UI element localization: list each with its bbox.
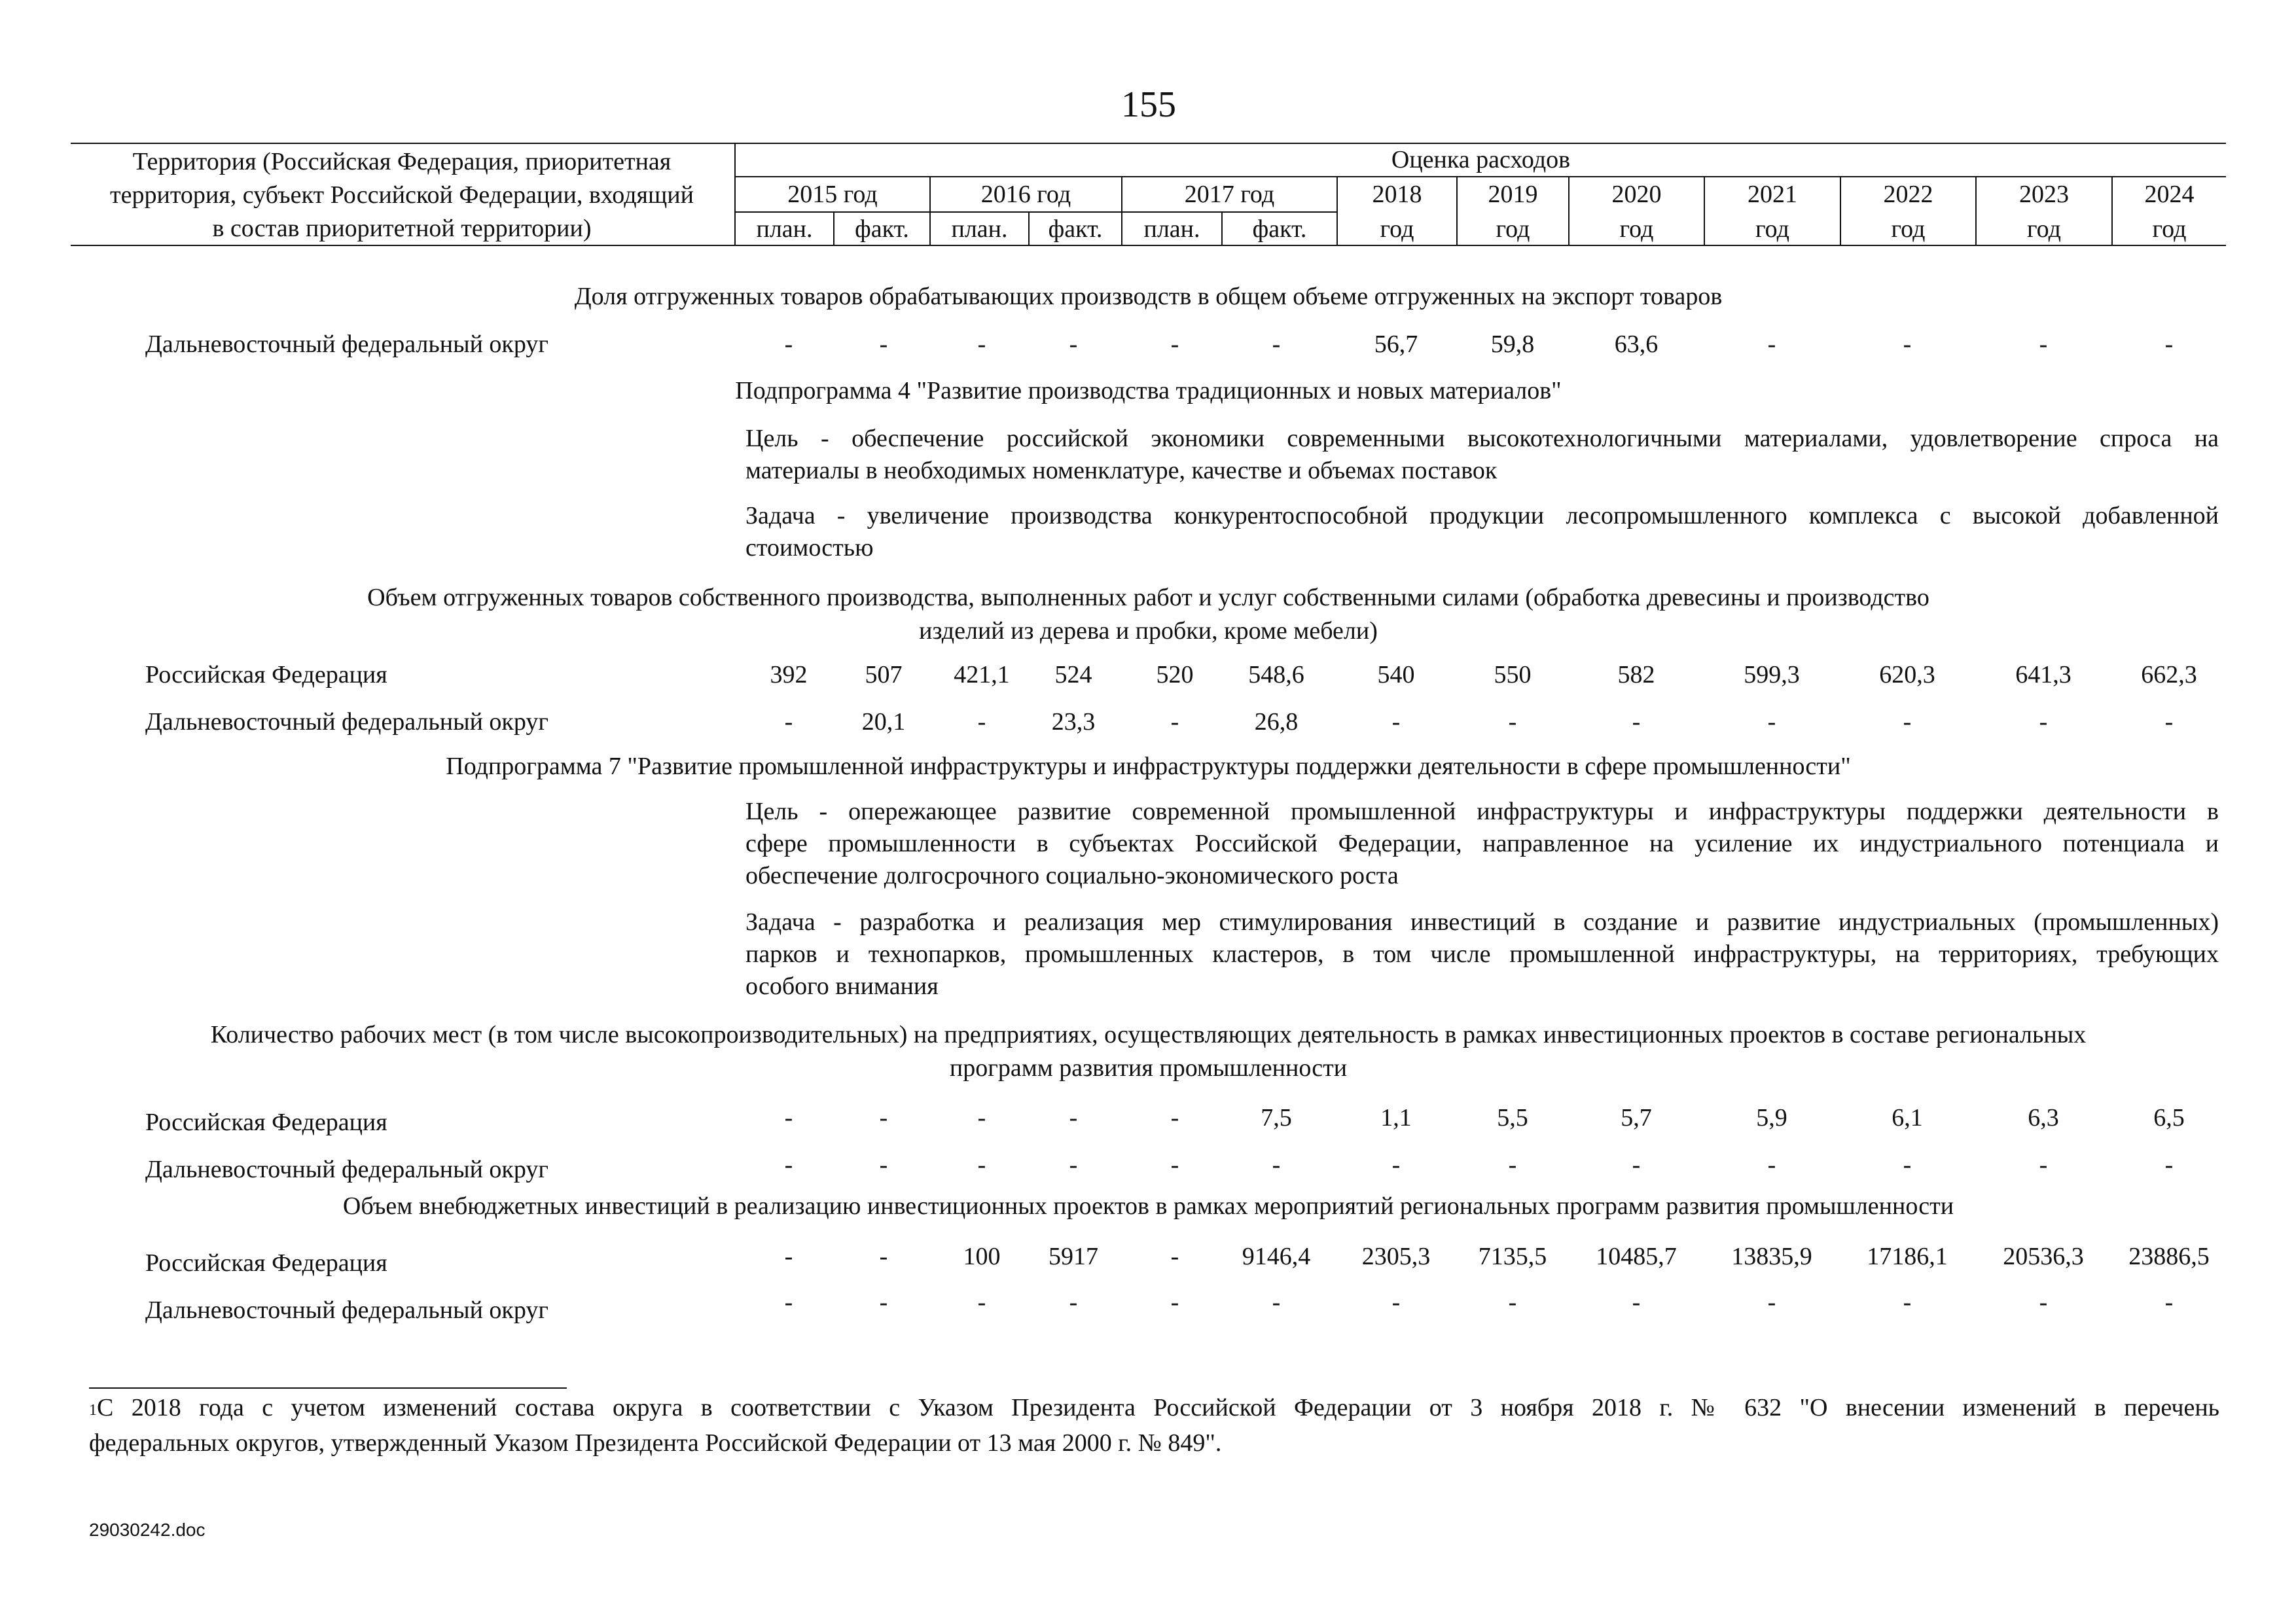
value-cell: -: [977, 1104, 986, 1132]
value-cell: -: [2039, 330, 2048, 358]
value-cell: 10485,7: [1596, 1243, 1677, 1270]
value-cell: -: [1170, 1289, 1179, 1316]
value-cell: 662,3: [2141, 661, 2197, 688]
footnote-separator: [89, 1387, 567, 1389]
year-2021-header: 2021: [1748, 181, 1797, 208]
value-cell: -: [1069, 330, 1078, 358]
value-cell: -: [1069, 1151, 1078, 1179]
value-cell: -: [1767, 330, 1776, 358]
value-cell: 23886,5: [2128, 1243, 2210, 1270]
value-cell: -: [1508, 1289, 1517, 1316]
value-cell: -: [1272, 1289, 1281, 1316]
year-2023-header: 2023: [2019, 181, 2069, 208]
value-cell: -: [977, 1289, 986, 1316]
value-cell: -: [977, 708, 986, 736]
god-2021: год: [1755, 215, 1789, 243]
value-cell: -: [1272, 330, 1281, 358]
year-2018-header: 2018: [1372, 181, 1422, 208]
row-label: Дальневосточный федеральный округ: [145, 1296, 548, 1324]
value-cell: -: [784, 708, 793, 736]
value-cell: 392: [770, 661, 808, 688]
value-cell: 582: [1617, 661, 1655, 688]
value-cell: 6,3: [2028, 1104, 2059, 1132]
value-cell: 20,1: [861, 708, 906, 736]
value-cell: 9146,4: [1242, 1243, 1311, 1270]
value-cell: -: [784, 1243, 793, 1270]
doc-filename: 29030242.doc: [89, 1520, 206, 1540]
value-cell: -: [1391, 1289, 1401, 1316]
value-cell: -: [2164, 1151, 2174, 1179]
value-cell: -: [1767, 1289, 1776, 1316]
value-cell: 2305,3: [1361, 1243, 1431, 1270]
value-cell: -: [1272, 1151, 1281, 1179]
value-cell: 421,1: [954, 661, 1010, 688]
fact-2016: факт.: [1048, 215, 1103, 243]
section-heading-export-share: Доля отгруженных товаров обрабатывающих производств в общем объеме отгруженных на экспорт товаров: [574, 283, 1723, 310]
value-cell: -: [1767, 708, 1776, 736]
value-cell: -: [2164, 708, 2174, 736]
value-cell: -: [1069, 1289, 1078, 1316]
value-cell: -: [1170, 708, 1179, 736]
value-cell: 56,7: [1374, 330, 1418, 358]
value-cell: 59,8: [1490, 330, 1535, 358]
value-cell: 5,7: [1621, 1104, 1652, 1132]
fact-2017: факт.: [1252, 215, 1307, 243]
subprogram-4-goal: Цель - обеспечение российской экономики современными высокотехнологичными материалами, удовлетворение спроса на материалы в необходимых номенклатуре, качестве и объемах поставок: [745, 425, 2219, 484]
value-cell: -: [1391, 1151, 1401, 1179]
footnote: $^1$С 2018 года с учетом изменений состава округа в соответствии с Указом Президента Российской Федерации от 3 ноября 2018 г. № 632 "О внесении изменений в перечень федеральных округов, утвержденный Указом Президента Российской Федерации от 13 мая 2000 г. № 849".: [89, 1394, 2219, 1457]
value-cell: -: [1508, 1151, 1517, 1179]
year-2019-header: 2019: [1488, 181, 1538, 208]
god-2023: год: [2027, 215, 2061, 243]
value-cell: -: [2164, 1289, 2174, 1316]
subprogram-7-task: Задача - разработка и реализация мер стимулирования инвестиций в создание и развитие индустриальных (промышленных) парков и технопарков, промышленных кластеров, в том числе промышленной инфраструктуры, на территориях, требующих особого внимания: [745, 908, 2219, 1000]
row-label: Российская Федерация: [145, 1249, 387, 1277]
value-cell: -: [2039, 1151, 2048, 1179]
value-cell: 599,3: [1744, 661, 1800, 688]
value-cell: 20536,3: [2003, 1243, 2084, 1270]
year-2020-header: 2020: [1611, 181, 1662, 208]
row-label: Дальневосточный федеральный округ: [145, 1156, 548, 1183]
year-2022-header: 2022: [1883, 181, 1933, 208]
value-cell: 13835,9: [1731, 1243, 1812, 1270]
god-2024: год: [2152, 215, 2187, 243]
value-cell: -: [1391, 708, 1401, 736]
row-label: Дальневосточный федеральный округ: [145, 330, 548, 358]
value-cell: 5,9: [1756, 1104, 1787, 1132]
plan-2016: план.: [951, 215, 1008, 243]
subprogram-7-goal: Цель - опережающее развитие современной промышленной инфраструктуры и инфраструктуры поддержки деятельности в сфере промышленности в субъектах Российской Федерации, направленное на усиление их индустриального потенциала и обеспечение долгосрочного социально-экономического роста: [745, 798, 2219, 889]
value-cell: -: [1632, 1289, 1641, 1316]
value-cell: -: [1170, 1243, 1179, 1270]
row-label: Дальневосточный федеральный округ: [145, 708, 548, 736]
value-cell: -: [1170, 1104, 1179, 1132]
value-cell: -: [879, 1151, 888, 1179]
value-cell: -: [784, 1289, 793, 1316]
value-cell: -: [1903, 1289, 1912, 1316]
value-cell: 5917: [1049, 1243, 1098, 1270]
value-cell: 23,3: [1051, 708, 1096, 736]
value-cell: 540: [1377, 661, 1415, 688]
god-2019: год: [1496, 215, 1530, 243]
value-cell: 641,3: [2015, 661, 2072, 688]
value-cell: 550: [1494, 661, 1532, 688]
god-2022: год: [1891, 215, 1926, 243]
value-cell: -: [879, 330, 888, 358]
year-2015-header: 2015 год: [787, 181, 878, 208]
value-cell: 7,5: [1261, 1104, 1292, 1132]
year-2017-header: 2017 год: [1184, 181, 1275, 208]
value-cell: 548,6: [1248, 661, 1304, 688]
value-cell: -: [1903, 330, 1912, 358]
value-cell: -: [1170, 1151, 1179, 1179]
value-cell: 100: [963, 1243, 1001, 1270]
value-cell: -: [784, 1151, 793, 1179]
value-cell: 6,5: [2153, 1104, 2185, 1132]
value-cell: 507: [865, 661, 903, 688]
subprogram-4-title: Подпрограмма 4 "Развитие производства традиционных и новых материалов": [735, 377, 1562, 404]
estimate-header: Оценка расходов: [1391, 146, 1571, 173]
value-cell: -: [977, 1151, 986, 1179]
god-2018: год: [1380, 215, 1414, 243]
value-cell: -: [1508, 708, 1517, 736]
value-cell: -: [2039, 1289, 2048, 1316]
value-cell: -: [1767, 1151, 1776, 1179]
value-cell: 7135,5: [1478, 1243, 1547, 1270]
plan-2015: план.: [756, 215, 813, 243]
row-label: Российская Федерация: [145, 1109, 387, 1136]
value-cell: 520: [1156, 661, 1194, 688]
section-heading-shipped-goods: Объем отгруженных товаров собственного производства, выполненных работ и услуг собственными силами (обработка древесины и производство изделий из дерева и пробки, кроме мебели): [367, 584, 1929, 645]
row-label: Российская Федерация: [145, 661, 387, 688]
value-cell: -: [784, 1104, 793, 1132]
value-cell: -: [1903, 1151, 1912, 1179]
page-number: 155: [1121, 84, 1176, 125]
value-cell: -: [2039, 708, 2048, 736]
value-cell: 17186,1: [1867, 1243, 1948, 1270]
value-cell: -: [1632, 708, 1641, 736]
value-cell: 26,8: [1254, 708, 1299, 736]
year-2016-header: 2016 год: [980, 181, 1071, 208]
value-cell: 524: [1054, 661, 1092, 688]
value-cell: -: [879, 1243, 888, 1270]
value-cell: -: [977, 330, 986, 358]
value-cell: -: [879, 1104, 888, 1132]
territory-header: Территория (Российская Федерация, приоритетная территория, субъект Российской Федерации, входящий в состав приоритетной территории): [110, 148, 694, 242]
section-heading-investments: Объем внебюджетных инвестиций в реализацию инвестиционных проектов в рамках мероприятий региональных программ развития промышленности: [342, 1192, 1954, 1220]
value-cell: -: [879, 1289, 888, 1316]
value-cell: -: [1903, 708, 1912, 736]
value-cell: -: [2164, 330, 2174, 358]
subprogram-4-task: Задача - увеличение производства конкурентоспособной продукции лесопромышленного комплекса с высокой добавленной стоимостью: [745, 502, 2219, 562]
subprogram-7-title: Подпрограмма 7 "Развитие промышленной инфраструктуры и инфраструктуры поддержки деятельности в сфере промышленности": [446, 753, 1851, 780]
god-2020: год: [1619, 215, 1654, 243]
value-cell: -: [1170, 330, 1179, 358]
value-cell: 63,6: [1614, 330, 1659, 358]
value-cell: 6,1: [1892, 1104, 1923, 1132]
value-cell: 5,5: [1497, 1104, 1528, 1132]
value-cell: -: [1069, 1104, 1078, 1132]
value-cell: -: [1632, 1151, 1641, 1179]
value-cell: -: [784, 330, 793, 358]
value-cell: 1,1: [1380, 1104, 1412, 1132]
plan-2017: план.: [1143, 215, 1200, 243]
fact-2015: факт.: [855, 215, 909, 243]
section-heading-jobs: Количество рабочих мест (в том числе высокопроизводительных) на предприятиях, осуществляющих деятельность в рамках инвестиционных проектов в составе региональных программ развития промышленности: [210, 1021, 2087, 1082]
value-cell: 620,3: [1879, 661, 1935, 688]
year-2024-header: 2024: [2144, 181, 2195, 208]
